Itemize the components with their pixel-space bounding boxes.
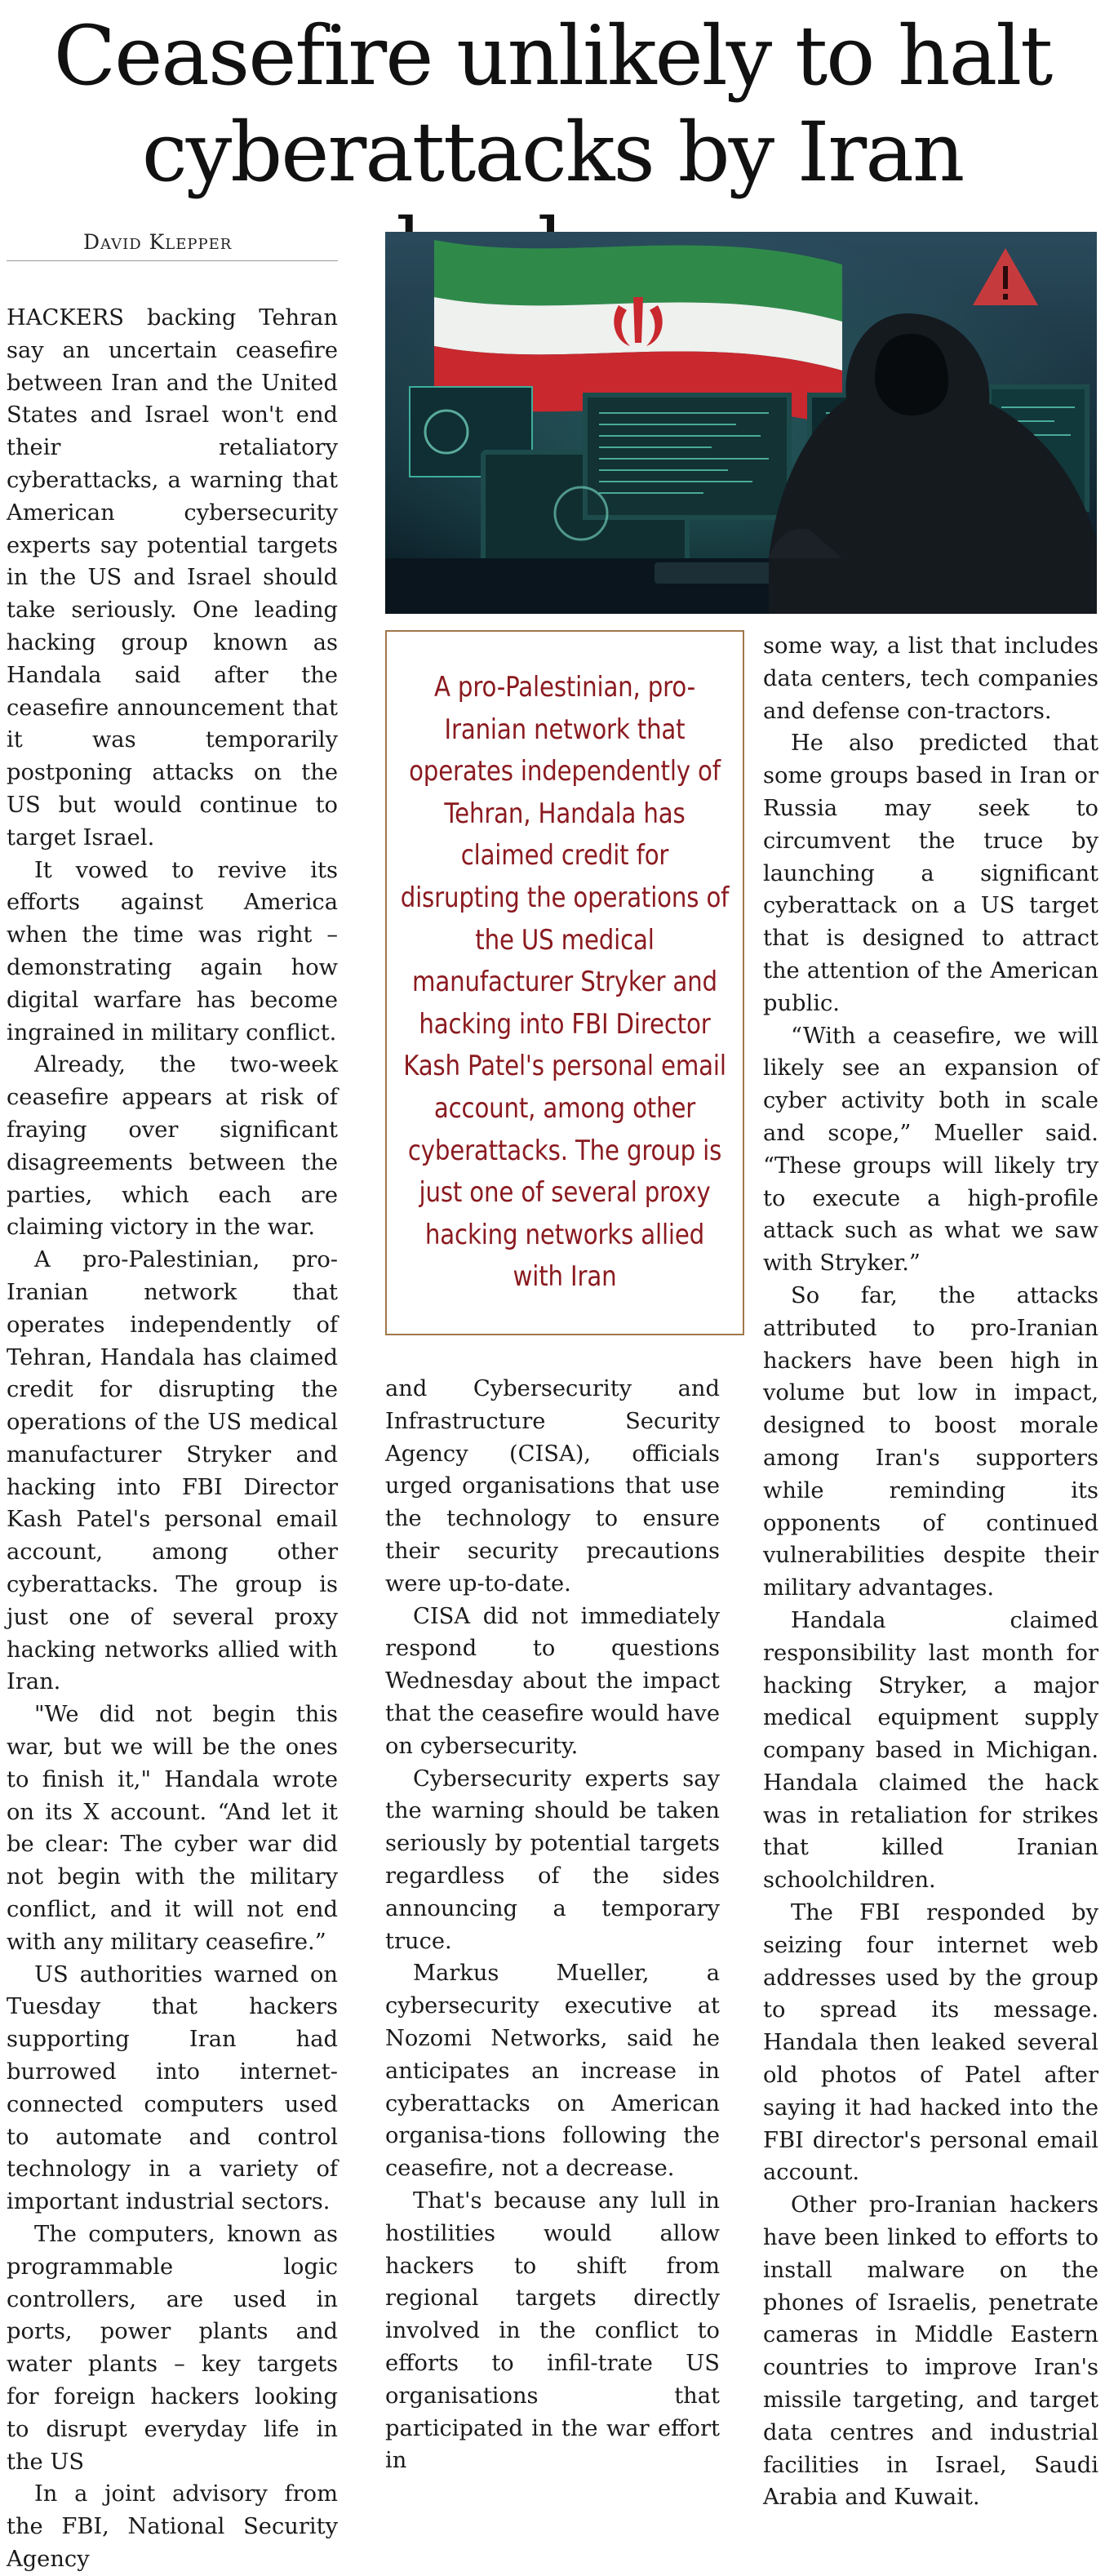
paragraph: "We did not begin this war, but we will be the ones to finish it," Handala wrote on its X account. “And let it be clear: The cyber war did not begin with the military conflict, and it will not end with any military ceasefire.” <box>7 1702 338 1955</box>
paragraph: He also predicted that some groups based in Iran or Russia may seek to circumvent the truce by launching a significant cyberattack on a US target that is designed to attract the attention of the American public. <box>763 731 1098 1016</box>
paragraph: Markus Mueller, a cybersecurity executive at Nozomi Networks, said he anticipates an increase in cyberattacks on American organisa-tions following the ceasefire, not a decrease. <box>385 1961 720 2182</box>
pull-quote <box>385 630 744 1335</box>
paragraph: “With a ceasefire, we will likely see an expansion of cyber activity both in scale and scope,” Mueller said. “These groups will likely try to execute a high-profile attack such as what we saw with Stryker.” <box>763 1023 1098 1277</box>
paragraph: and Cybersecurity and Infrastructure Security Agency (CISA), officials urged organisations that use the technology to ensure their security precautions were up-to-date. <box>385 1376 720 1597</box>
article-column-2 <box>385 1373 720 2477</box>
paragraph: US authorities warned on Tuesday that hackers supporting Iran had burrowed into internet-connected computers used to automate and control technology in a variety of important industrial sectors. <box>7 1961 338 2215</box>
paragraph: CISA did not immediately respond to questions Wednesday about the impact that the ceasefire would have on cybersecurity. <box>385 1603 720 1759</box>
paragraph: Already, the two-week ceasefire appears at risk of fraying over significant disagreements between the parties, which each are claiming victory in the war. <box>7 1052 338 1241</box>
paragraph: Cybersecurity experts say the warning should be taken seriously by potential targets regardless of the sides announcing a temporary truce. <box>385 1765 720 1954</box>
paragraph: Handala claimed responsibility last month for hacking Stryker, a major medical equipment supply company based in Michigan. Handala claimed the hack was in retaliation for strikes that killed Iranian schoolchildren. <box>763 1607 1098 1894</box>
paragraph: That's because any lull in hostilities would allow hackers to shift from regional targets directly involved in the conflict to efforts to infil-trate US organisations that participated in the war effort in <box>385 2187 720 2474</box>
article-column-3 <box>763 630 1098 2514</box>
paragraph: It vowed to revive its efforts against America when the time was right – demonstrating again how digital warfare has become ingrained in military conflict. <box>7 857 338 1046</box>
headline-line-2: cyberattacks by Iran <box>141 104 964 200</box>
paragraph: Other pro-Iranian hackers have been linked to efforts to install malware on the phones of Israelis, penetrate cameras in Middle Eastern countries to improve Iran's missile targeting, and target data centres and industrial facilities in Israel, Saudi Arabia and Kuwait. <box>763 2192 1098 2511</box>
paragraph: HACKERS backing Tehran say an uncertain ceasefire between Iran and the United States and Israel won't end their retaliatory cyberattacks, a warning that American cybersecurity experts say potential targets in the US and Israel should take seriously. One leading hacking group known as Handala said after the ceasefire announcement that it was temporarily postponing attacks on the US but would continue to target Israel. <box>7 305 338 851</box>
paragraph: In a joint advisory from the FBI, National Security Agency <box>7 2481 338 2572</box>
paragraph: The FBI responded by seizing four internet web addresses used by the group to spread its message. Handala then leaked several old photos of Patel after saying it had hacked into the FBI director's personal email account. <box>763 1900 1098 2186</box>
headline-line-1: Ceasefire unlikely to halt <box>53 8 1052 104</box>
byline: David Klepper <box>7 230 338 261</box>
paragraph: A pro-Palestinian, pro-Iranian network that operates independently of Tehran, Handala has claimed credit for disrupting the operations of the US medical manufacturer Stryker and hacking into FBI Director Kash Patel's personal email account, among other cyberattacks. The group is just one of several proxy hacking networks allied with Iran. <box>7 1247 338 1695</box>
hacker-illustration <box>385 232 1097 614</box>
pull-quote-text: A pro-Palestinian, pro-Iranian network that operates independently of Tehran, Handala has claimed credit for disrupting the operations of the US medical manufacturer Stryker and hacking into FBI Director Kash Patel's personal email account, among other cyberattacks. The group is just one of several proxy hacking networks allied with Iran <box>400 671 730 1294</box>
paragraph: some way, a list that includes data centers, tech companies and defense con-tractors. <box>763 633 1098 724</box>
article-column-1 <box>7 302 338 2576</box>
paragraph: So far, the attacks attributed to pro-Iranian hackers have been high in volume but low in impact, designed to boost morale among Iran's supporters while reminding its opponents of continued vulnerabilities despite their military advantages. <box>763 1282 1098 1601</box>
paragraph: The computers, known as programmable logic controllers, are used in ports, power plants and water plants – key targets for foreign hackers looking to disrupt everyday life in the US <box>7 2222 338 2475</box>
article-photo <box>385 232 1097 614</box>
